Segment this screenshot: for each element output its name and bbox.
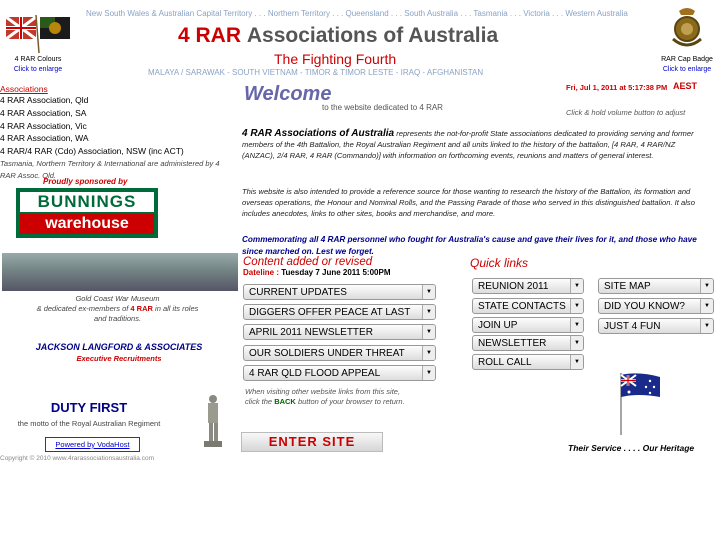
content-select-label: OUR SOLDIERS UNDER THREAT — [249, 348, 405, 359]
quick-link-state-contacts[interactable] — [472, 298, 584, 314]
dropdown-arrow-icon[interactable]: ▼ — [422, 366, 435, 380]
dropdown-arrow-icon[interactable]: ▼ — [700, 319, 713, 333]
dateline-label: Dateline : — [243, 268, 282, 277]
commemoration-text: Commemorating all 4 RAR personnel who fought for Australia's cause and gave their lives for it, and those who have since marched on. Lest we forget. — [242, 235, 697, 256]
content-heading: Content added or revised — [243, 256, 373, 268]
dateline-value: Tuesday 7 June 2011 5:00PM — [281, 268, 391, 277]
quick-link-join-up[interactable] — [472, 317, 584, 333]
dropdown-arrow-icon[interactable]: ▼ — [422, 325, 435, 339]
dropdown-arrow-icon[interactable]: ▼ — [570, 355, 583, 369]
visit-note-pre: click the — [245, 397, 275, 406]
visit-note-line-1: When visiting other website links from this site, — [245, 387, 401, 396]
sidebar-note: Tasmania, Northern Territory & International are administered by 4 RAR Assoc. Qld. — [0, 158, 220, 180]
intro-bold: 4 RAR Associations of Australia — [242, 128, 395, 139]
visit-note-post: button of your browser to return. — [295, 397, 405, 406]
quick-link-site-map[interactable] — [598, 278, 714, 294]
museum-line-2-pre: & dedicated ex-members of — [36, 304, 131, 313]
content-select-label: APRIL 2011 NEWSLETTER — [249, 327, 373, 338]
bunnings-logo[interactable] — [16, 188, 158, 238]
quick-link-newsletter[interactable] — [472, 335, 584, 351]
sidebar — [0, 84, 235, 182]
quick-link-label: ROLL CALL — [478, 357, 532, 368]
museum-line-1: Gold Coast War Museum — [75, 294, 160, 303]
quick-link-label: JOIN UP — [478, 320, 518, 331]
intro-text: represents the not-for-profit State associations dedicated to providing serving and former members of the 4th Battalion, the Royal Australian Regiment and all units linked to the history of the battalion, [4 RAR, 4 RAR/NZ (ANZAC), 2/4 RAR, 4 RAR (Commando)] with information on forthcoming events, reunions and matters of general interest. — [242, 129, 694, 161]
current-date: Fri, Jul 1, 2011 at 5:17:38 PM — [566, 83, 668, 92]
quick-link-just-4-fun[interactable] — [598, 318, 714, 334]
content-select-april-newsletter[interactable] — [243, 324, 436, 340]
quick-link-label: SITE MAP — [604, 281, 651, 292]
heritage-pre: Their Service . . . . — [568, 443, 643, 453]
sponsor-label: Proudly sponsored by — [43, 177, 128, 186]
dropdown-arrow-icon[interactable]: ▼ — [570, 299, 583, 313]
dropdown-arrow-icon[interactable]: ▼ — [422, 285, 435, 299]
state-nav[interactable]: New South Wales & Australian Capital Territory . . . Northern Territory . . . Queensland . . . South Australia . . . Tasmania . . . Victoria . . . Western Australia — [86, 9, 628, 18]
museum-line-3: and traditions. — [93, 314, 142, 323]
welcome-heading: Welcome — [244, 83, 332, 105]
dropdown-arrow-icon[interactable]: ▼ — [422, 305, 435, 319]
timezone-label: AEST — [673, 81, 698, 91]
dropdown-arrow-icon[interactable]: ▼ — [570, 279, 583, 293]
enter-site-button[interactable]: ENTER SITE — [241, 432, 383, 452]
content-select-diggers[interactable] — [243, 304, 436, 320]
associations-heading: Associations — [0, 84, 48, 94]
australian-flag-icon — [618, 371, 662, 435]
visit-note-back: BACK — [274, 397, 296, 406]
visit-note-line-2 — [245, 397, 445, 407]
content-select-flood-appeal[interactable] — [243, 365, 436, 381]
quick-link-label: NEWSLETTER — [478, 338, 547, 349]
page-subtitle: The Fighting Fourth — [274, 51, 397, 67]
jackson-langford-link[interactable]: JACKSON LANGFORD & ASSOCIATES — [35, 342, 203, 352]
heritage-tagline — [568, 443, 694, 453]
sidebar-item-nsw[interactable]: 4 RAR/4 RAR (Cdo) Association, NSW (inc ACT) — [0, 146, 184, 157]
bunnings-top-text: BUNNINGS — [20, 192, 154, 212]
museum-unit: 4 RAR — [130, 304, 153, 313]
content-select-label: DIGGERS OFFER PEACE AT LAST — [249, 307, 411, 318]
dropdown-arrow-icon[interactable]: ▼ — [700, 279, 713, 293]
dropdown-arrow-icon[interactable]: ▼ — [570, 318, 583, 332]
sidebar-item-qld[interactable]: 4 RAR Association, Qld — [0, 95, 89, 105]
quick-link-label: DID YOU KNOW? — [604, 301, 685, 312]
page-title — [178, 24, 498, 48]
dateline — [243, 268, 390, 277]
museum-line-2 — [0, 304, 235, 314]
colours-caption: 4 RAR Colours — [14, 56, 62, 63]
soldier-statue-icon — [200, 393, 226, 449]
colours-enlarge-link[interactable]: Click to enlarge — [13, 66, 63, 73]
executive-recruitments: Executive Recruitments — [76, 354, 162, 363]
vodahost-link[interactable]: Powered by VodaHost — [45, 437, 140, 452]
title-rest: Associations of Australia — [246, 24, 499, 47]
sidebar-item-sa[interactable]: 4 RAR Association, SA — [0, 107, 87, 118]
badge-caption: RAR Cap Badge — [661, 56, 713, 63]
quick-links-heading: Quick links — [470, 256, 529, 270]
back-button-note — [245, 387, 445, 407]
purpose-paragraph: This website is also intended to provide a reference source for those wanting to research the history of the Battalion, its formation and overseas operations, the Honour and Nominal Rolls, and the Passing Parade of those who served in this distinguished battalion. It also includes anecdotes, links to other sites, books and merchandise, and more. — [242, 187, 695, 219]
duty-first-motto: DUTY FIRST — [50, 400, 128, 415]
content-select-current-updates[interactable] — [243, 284, 436, 300]
rar-cap-badge-icon[interactable] — [667, 5, 707, 53]
regimental-colours-flag-icon[interactable] — [5, 13, 71, 53]
campaigns-nav[interactable]: MALAYA / SARAWAK - SOUTH VIETNAM - TIMOR & TIMOR LESTE - IRAQ - AFGHANISTAN — [148, 68, 484, 77]
volume-note: Click & hold volume button to adjust — [566, 108, 686, 117]
museum-line-2-post: in all its roles — [152, 304, 199, 313]
content-select-soldiers-threat[interactable] — [243, 345, 436, 361]
intro-paragraph — [242, 128, 702, 162]
content-select-label: 4 RAR QLD FLOOD APPEAL — [249, 368, 381, 379]
quick-link-label: JUST 4 FUN — [604, 321, 661, 332]
dropdown-arrow-icon[interactable]: ▼ — [700, 299, 713, 313]
quick-link-label: REUNION 2011 — [478, 281, 549, 292]
bunnings-bottom-text: warehouse — [20, 214, 154, 234]
welcome-subheading: to the website dedicated to 4 RAR — [322, 103, 443, 112]
title-unit: 4 RAR — [178, 24, 242, 47]
sidebar-item-wa[interactable]: 4 RAR Association, WA — [0, 133, 89, 144]
content-select-label: CURRENT UPDATES — [249, 287, 347, 298]
dropdown-arrow-icon[interactable]: ▼ — [570, 336, 583, 350]
copyright: Copyright © 2010 www.4rarassociationsaustralia.com — [0, 455, 154, 462]
quick-link-roll-call[interactable] — [472, 354, 584, 370]
heritage-post: Our Heritage — [642, 443, 695, 453]
war-museum-image[interactable] — [2, 253, 238, 291]
dropdown-arrow-icon[interactable]: ▼ — [422, 346, 435, 360]
quick-link-reunion[interactable] — [472, 278, 584, 294]
quick-link-label: STATE CONTACTS — [478, 301, 566, 312]
quick-link-did-you-know[interactable] — [598, 298, 714, 314]
museum-caption — [0, 294, 235, 324]
sidebar-item-vic[interactable]: 4 RAR Association, Vic — [0, 120, 87, 131]
badge-enlarge-link[interactable]: Click to enlarge — [662, 66, 712, 73]
motto-caption: the motto of the Royal Australian Regiment — [17, 419, 161, 428]
